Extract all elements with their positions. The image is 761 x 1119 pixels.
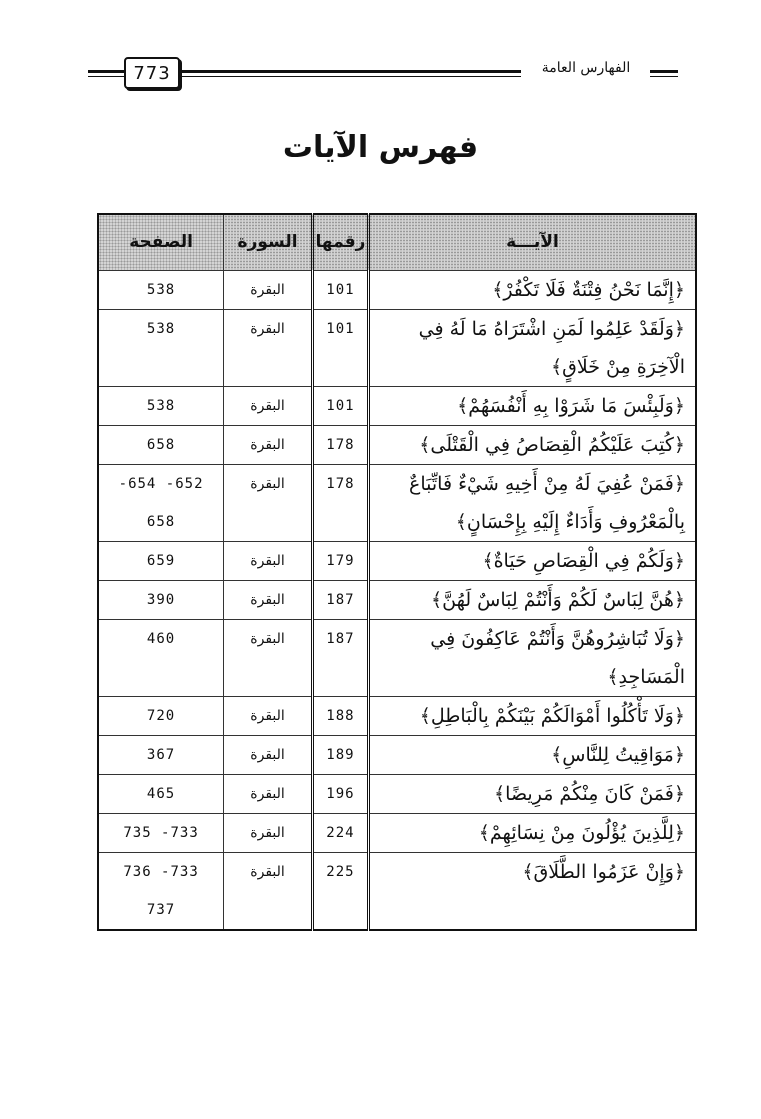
table-row	[98, 735, 696, 774]
page-reference: 720	[146, 707, 176, 724]
page-cell	[98, 425, 224, 464]
surah-cell: البقرة	[224, 580, 313, 619]
page-cell	[98, 309, 224, 386]
page-reference: 736 -733	[123, 863, 199, 880]
surah-cell: البقرة	[224, 541, 313, 580]
verse-number-cell: 101	[312, 270, 368, 309]
page-reference: 465	[146, 785, 176, 802]
verse-cell: ﴿وَلَا تَأْكُلُوا أَمْوَالَكُمْ بَيْنَكُمْ بِالْبَاطِلِ﴾	[368, 696, 696, 735]
page-cell	[98, 735, 224, 774]
verse-number-cell: 189	[312, 735, 368, 774]
header-number: رقمها	[312, 214, 368, 270]
table-row	[98, 813, 696, 852]
page-cell	[98, 580, 224, 619]
page-cell	[98, 464, 224, 541]
page-cell	[98, 774, 224, 813]
verse-cell: ﴿وَلَقَدْ عَلِمُوا لَمَنِ اشْتَرَاهُ مَا لَهُ فِي الْآخِرَةِ مِنْ خَلَاقٍ﴾	[368, 309, 696, 386]
page-cell	[98, 813, 224, 852]
page-reference: 538	[146, 281, 176, 298]
page-cell	[98, 386, 224, 425]
page-cell	[98, 270, 224, 309]
header-surah: السورة	[224, 214, 313, 270]
surah-cell: البقرة	[224, 852, 313, 930]
running-title: الفهارس العامة	[541, 60, 631, 76]
verse-number-cell: 196	[312, 774, 368, 813]
table-header-row	[98, 214, 696, 270]
header-rule-middle	[178, 70, 521, 77]
table-row	[98, 425, 696, 464]
verse-number-cell: 179	[312, 541, 368, 580]
page-cell	[98, 696, 224, 735]
table-body	[98, 270, 696, 930]
page-reference: 538	[146, 397, 176, 414]
surah-cell: البقرة	[224, 464, 313, 541]
surah-cell: البقرة	[224, 696, 313, 735]
verse-number-cell: 178	[312, 425, 368, 464]
surah-cell: البقرة	[224, 425, 313, 464]
verse-cell: ﴿وَإِنْ عَزَمُوا الطَّلَاقَ﴾	[368, 852, 696, 930]
surah-cell: البقرة	[224, 270, 313, 309]
page-number: 773	[124, 57, 180, 89]
table-row	[98, 309, 696, 386]
page-reference: 659	[146, 552, 176, 569]
verse-number-cell: 224	[312, 813, 368, 852]
table-row	[98, 464, 696, 541]
page-reference: 658	[146, 436, 176, 453]
verse-cell: ﴿وَلَا تُبَاشِرُوهُنَّ وَأَنْتُمْ عَاكِفُونَ فِي الْمَسَاجِدِ﴾	[368, 619, 696, 696]
verse-number-cell: 188	[312, 696, 368, 735]
verse-number-cell: 187	[312, 580, 368, 619]
verse-number-cell: 101	[312, 386, 368, 425]
page-reference: 367	[146, 746, 176, 763]
surah-cell: البقرة	[224, 386, 313, 425]
table-row	[98, 386, 696, 425]
page-title: فهرس الآيات	[282, 130, 479, 165]
page-reference: 460	[146, 630, 176, 647]
page-reference: 735 -733	[123, 824, 199, 841]
table-row	[98, 774, 696, 813]
verse-cell: ﴿هُنَّ لِبَاسٌ لَكُمْ وَأَنْتُمْ لِبَاسٌ لَهُنَّ﴾	[368, 580, 696, 619]
verse-cell: ﴿فَمَنْ كَانَ مِنْكُمْ مَرِيضًا﴾	[368, 774, 696, 813]
page-reference: -654 -652	[118, 475, 204, 492]
page-header	[0, 0, 761, 100]
verse-cell: ﴿إِنَّمَا نَحْنُ فِتْنَةٌ فَلَا تَكْفُرْ﴾	[368, 270, 696, 309]
verse-index-table	[97, 213, 697, 931]
verse-number-cell: 187	[312, 619, 368, 696]
page-cell	[98, 852, 224, 930]
header-verse: الآيـــة	[368, 214, 696, 270]
page-cell	[98, 541, 224, 580]
verse-number-cell: 178	[312, 464, 368, 541]
page-reference: 538	[146, 320, 176, 337]
verse-cell: ﴿فَمَنْ عُفِيَ لَهُ مِنْ أَخِيهِ شَيْءٌ فَاتِّبَاعٌ بِالْمَعْرُوفِ وَأَدَاءٌ إِلَيْهِ بِإِحْسَانٍ﴾	[368, 464, 696, 541]
table-row	[98, 852, 696, 930]
verse-cell: ﴿كُتِبَ عَلَيْكُمُ الْقِصَاصُ فِي الْقَتْلَى﴾	[368, 425, 696, 464]
page-cell	[98, 619, 224, 696]
surah-cell: البقرة	[224, 619, 313, 696]
table-row	[98, 619, 696, 696]
table-row	[98, 270, 696, 309]
page-reference: 737	[146, 901, 176, 918]
surah-cell: البقرة	[224, 309, 313, 386]
surah-cell: البقرة	[224, 774, 313, 813]
header-rule-left	[88, 70, 128, 77]
header-rule-right	[650, 70, 678, 77]
table-row	[98, 541, 696, 580]
verse-cell: ﴿وَلَبِئْسَ مَا شَرَوْا بِهِ أَنْفُسَهُمْ﴾	[368, 386, 696, 425]
verse-number-cell: 225	[312, 852, 368, 930]
surah-cell: البقرة	[224, 813, 313, 852]
table-row	[98, 696, 696, 735]
header-page: الصفحة	[98, 214, 224, 270]
surah-cell: البقرة	[224, 735, 313, 774]
page-reference: 390	[146, 591, 176, 608]
page-reference: 658	[146, 513, 176, 530]
verse-cell: ﴿وَلَكُمْ فِي الْقِصَاصِ حَيَاةٌ﴾	[368, 541, 696, 580]
table-row	[98, 580, 696, 619]
verse-cell: ﴿مَوَاقِيتُ لِلنَّاسِ﴾	[368, 735, 696, 774]
verse-cell: ﴿لِلَّذِينَ يُؤْلُونَ مِنْ نِسَائِهِمْ﴾	[368, 813, 696, 852]
verse-number-cell: 101	[312, 309, 368, 386]
